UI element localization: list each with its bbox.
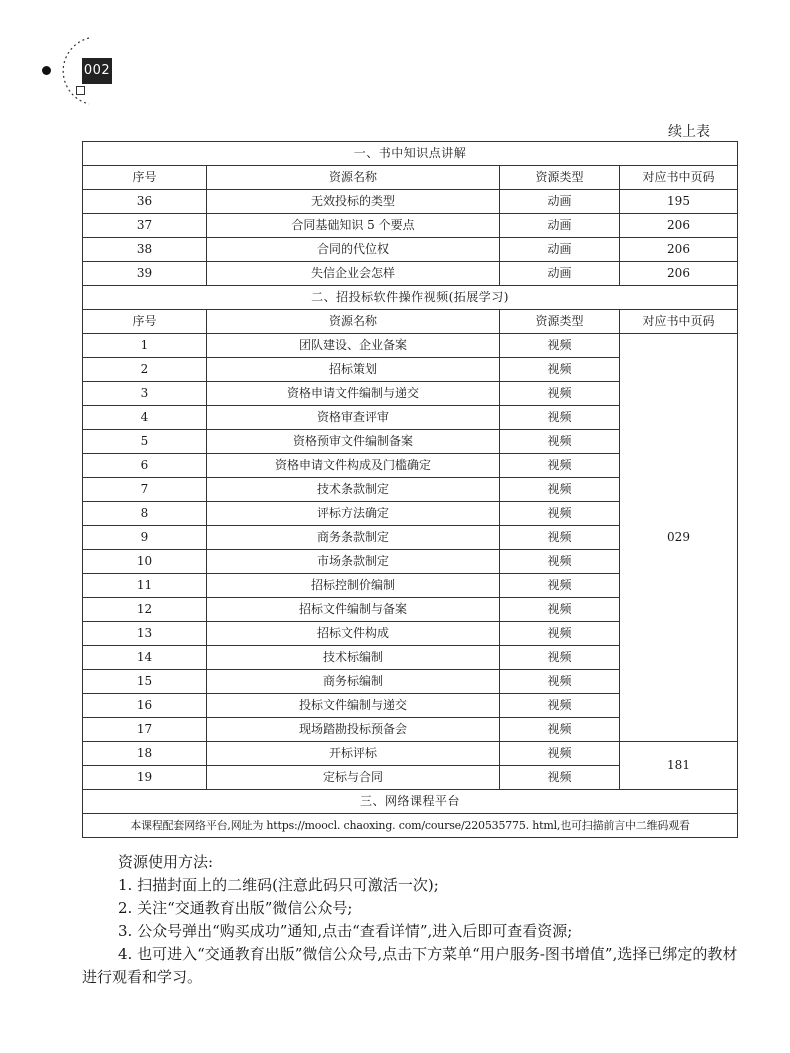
cell-page: 195 [620, 190, 738, 214]
cell-no: 5 [83, 430, 207, 454]
section-title: 一、书中知识点讲解 [83, 142, 738, 166]
cell-name: 合同基础知识 5 个要点 [207, 214, 500, 238]
header-cell: 资源类型 [500, 166, 620, 190]
cell-no: 8 [83, 502, 207, 526]
cell-name: 招标控制价编制 [207, 574, 500, 598]
cell-name: 技术条款制定 [207, 478, 500, 502]
cell-name: 失信企业会怎样 [207, 262, 500, 286]
cell-no: 1 [83, 334, 207, 358]
header-cell: 资源名称 [207, 166, 500, 190]
cell-type: 视频 [500, 718, 620, 742]
table-row [83, 742, 738, 766]
cell-type: 视频 [500, 646, 620, 670]
usage-step: 1. 扫描封面上的二维码(注意此码只可激活一次); [118, 876, 439, 894]
cell-type: 动画 [500, 190, 620, 214]
cell-type: 视频 [500, 694, 620, 718]
cell-page: 206 [620, 262, 738, 286]
header-cell: 序号 [83, 166, 207, 190]
cell-no: 18 [83, 742, 207, 766]
cell-no: 19 [83, 766, 207, 790]
cell-type: 视频 [500, 454, 620, 478]
cell-no: 9 [83, 526, 207, 550]
cell-type: 视频 [500, 430, 620, 454]
cell-no: 6 [83, 454, 207, 478]
cell-type: 视频 [500, 478, 620, 502]
cell-type: 视频 [500, 526, 620, 550]
cell-no: 39 [83, 262, 207, 286]
header-cell: 对应书中页码 [620, 310, 738, 334]
cell-name: 团队建设、企业备案 [207, 334, 500, 358]
cell-name: 资格预审文件编制备案 [207, 430, 500, 454]
cell-name: 无效投标的类型 [207, 190, 500, 214]
cell-type: 视频 [500, 622, 620, 646]
cell-no: 3 [83, 382, 207, 406]
cell-no: 15 [83, 670, 207, 694]
cell-type: 视频 [500, 670, 620, 694]
cell-type: 视频 [500, 334, 620, 358]
cell-no: 7 [83, 478, 207, 502]
header-cell: 序号 [83, 310, 207, 334]
cell-no: 37 [83, 214, 207, 238]
cell-name: 商务标编制 [207, 670, 500, 694]
section-title: 二、招投标软件操作视频(拓展学习) [83, 286, 738, 310]
continued-label: 续上表 [668, 124, 710, 140]
cell-type: 视频 [500, 502, 620, 526]
section-title: 三、网络课程平台 [83, 790, 738, 814]
cell-type: 视频 [500, 406, 620, 430]
table-row [83, 262, 738, 286]
header-cell: 对应书中页码 [620, 166, 738, 190]
page-number: 002 [82, 58, 112, 84]
cell-name: 资格审查评审 [207, 406, 500, 430]
page-marker-square [76, 86, 85, 95]
cell-name: 技术标编制 [207, 646, 500, 670]
cell-type: 视频 [500, 574, 620, 598]
table-row [83, 334, 738, 358]
cell-page: 206 [620, 238, 738, 262]
cell-type: 视频 [500, 598, 620, 622]
usage-title: 资源使用方法: [118, 853, 214, 871]
cell-name: 招标文件编制与备案 [207, 598, 500, 622]
cell-name: 招标文件构成 [207, 622, 500, 646]
cell-name: 合同的代位权 [207, 238, 500, 262]
cell-page: 206 [620, 214, 738, 238]
cell-type: 视频 [500, 550, 620, 574]
cell-name: 商务条款制定 [207, 526, 500, 550]
cell-name: 评标方法确定 [207, 502, 500, 526]
usage-step: 4. 也可进入“交通教育出版”微信公众号,点击下方菜单“用户服务-图书增值”,选择已绑定的教材进行观看和学习。 [82, 945, 738, 986]
cell-name: 资格申请文件构成及门槛确定 [207, 454, 500, 478]
cell-no: 17 [83, 718, 207, 742]
usage-step: 3. 公众号弹出“购买成功”通知,点击“查看详情”,进入后即可查看资源; [118, 922, 573, 940]
cell-name: 现场踏勘投标预备会 [207, 718, 500, 742]
cell-type: 视频 [500, 382, 620, 406]
cell-no: 11 [83, 574, 207, 598]
cell-no: 16 [83, 694, 207, 718]
cell-type: 视频 [500, 742, 620, 766]
cell-type: 动画 [500, 214, 620, 238]
table-row [83, 190, 738, 214]
cell-no: 12 [83, 598, 207, 622]
cell-no: 36 [83, 190, 207, 214]
cell-no: 14 [83, 646, 207, 670]
cell-page-merged: 181 [620, 742, 738, 790]
cell-name: 招标策划 [207, 358, 500, 382]
table-row [83, 214, 738, 238]
cell-type: 视频 [500, 766, 620, 790]
cell-type: 视频 [500, 358, 620, 382]
cell-no: 13 [83, 622, 207, 646]
cell-name: 资格申请文件编制与递交 [207, 382, 500, 406]
usage-instructions [82, 851, 742, 989]
table-row [83, 238, 738, 262]
cell-no: 10 [83, 550, 207, 574]
resource-table [82, 141, 738, 838]
cell-no: 4 [83, 406, 207, 430]
cell-type: 动画 [500, 238, 620, 262]
cell-name: 市场条款制定 [207, 550, 500, 574]
cell-name: 定标与合同 [207, 766, 500, 790]
cell-page-merged: 029 [620, 334, 738, 742]
header-cell: 资源类型 [500, 310, 620, 334]
cell-name: 投标文件编制与递交 [207, 694, 500, 718]
platform-note: 本课程配套网络平台,网址为 https://moocl. chaoxing. com/course/220535775. html,也可扫描前言中二维码观看 [83, 814, 738, 838]
usage-step: 2. 关注“交通教育出版”微信公众号; [118, 899, 353, 917]
cell-no: 2 [83, 358, 207, 382]
cell-no: 38 [83, 238, 207, 262]
cell-type: 动画 [500, 262, 620, 286]
cell-name: 开标评标 [207, 742, 500, 766]
header-cell: 资源名称 [207, 310, 500, 334]
